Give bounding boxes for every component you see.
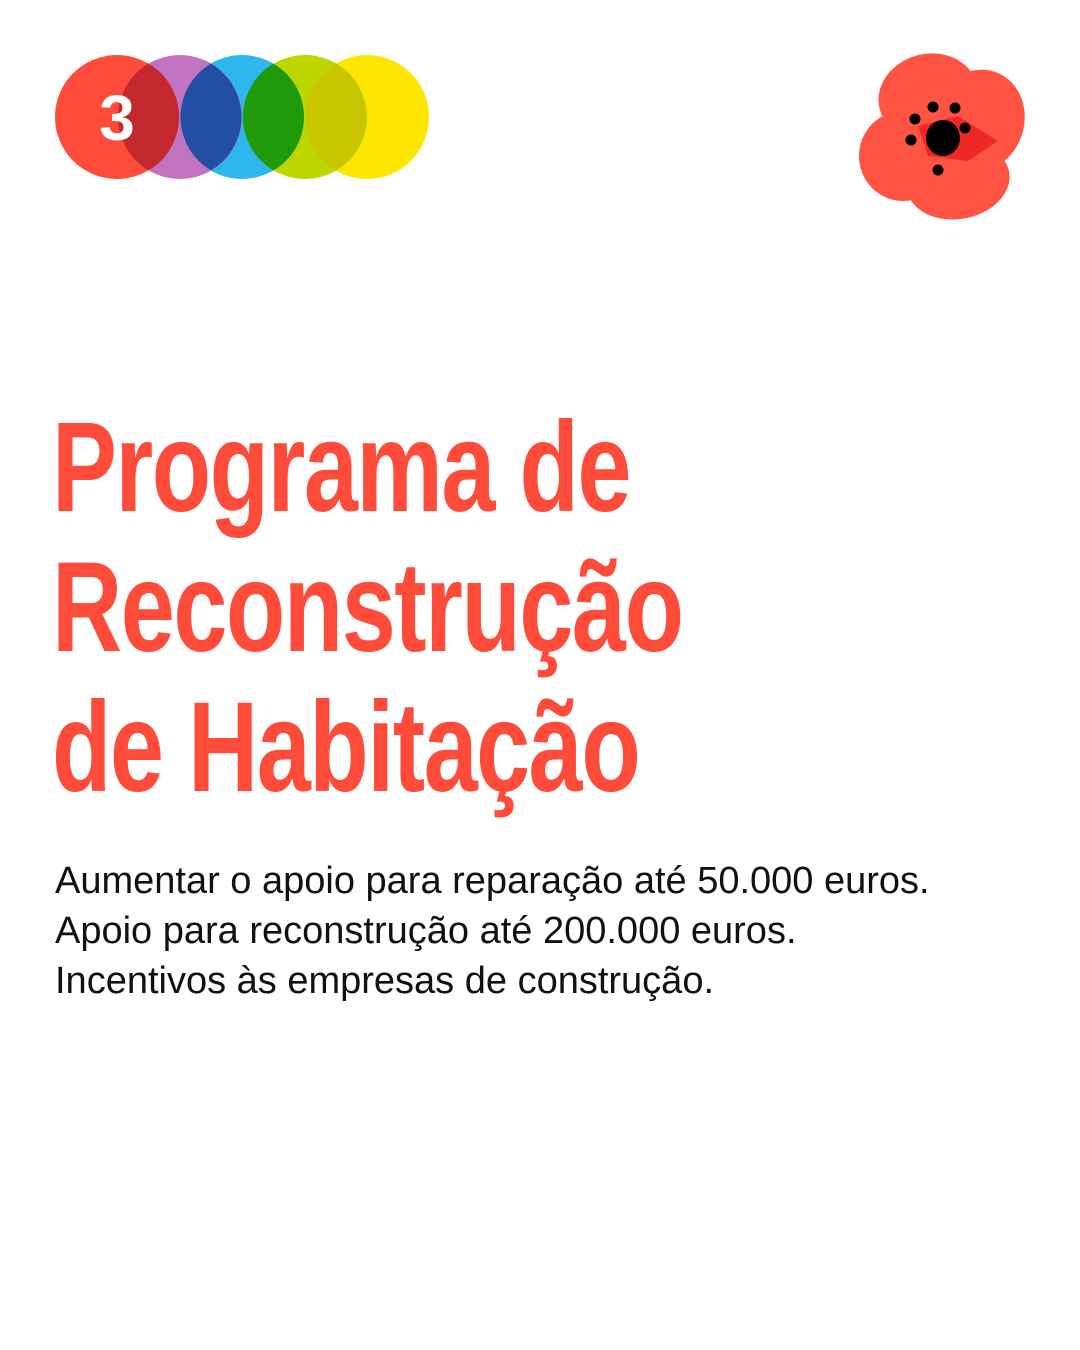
headline-line-2: Reconstrução — [52, 536, 683, 679]
body-line-3: Incentivos às empresas de construção. — [55, 960, 715, 1002]
headline-line-1: Programa de — [52, 396, 630, 539]
headline-line-3: de Habitação — [52, 676, 640, 819]
badge-number: 3 — [99, 82, 135, 154]
number-badge-circles — [0, 0, 440, 200]
body-text — [55, 856, 1055, 1006]
body-line-1: Aumentar o apoio para reparação até 50.000 euros. — [55, 860, 930, 902]
poppy-flower-icon — [848, 46, 1038, 226]
body-line-2: Apoio para reconstrução até 200.000 euros. — [55, 910, 797, 952]
headline — [52, 398, 1032, 818]
